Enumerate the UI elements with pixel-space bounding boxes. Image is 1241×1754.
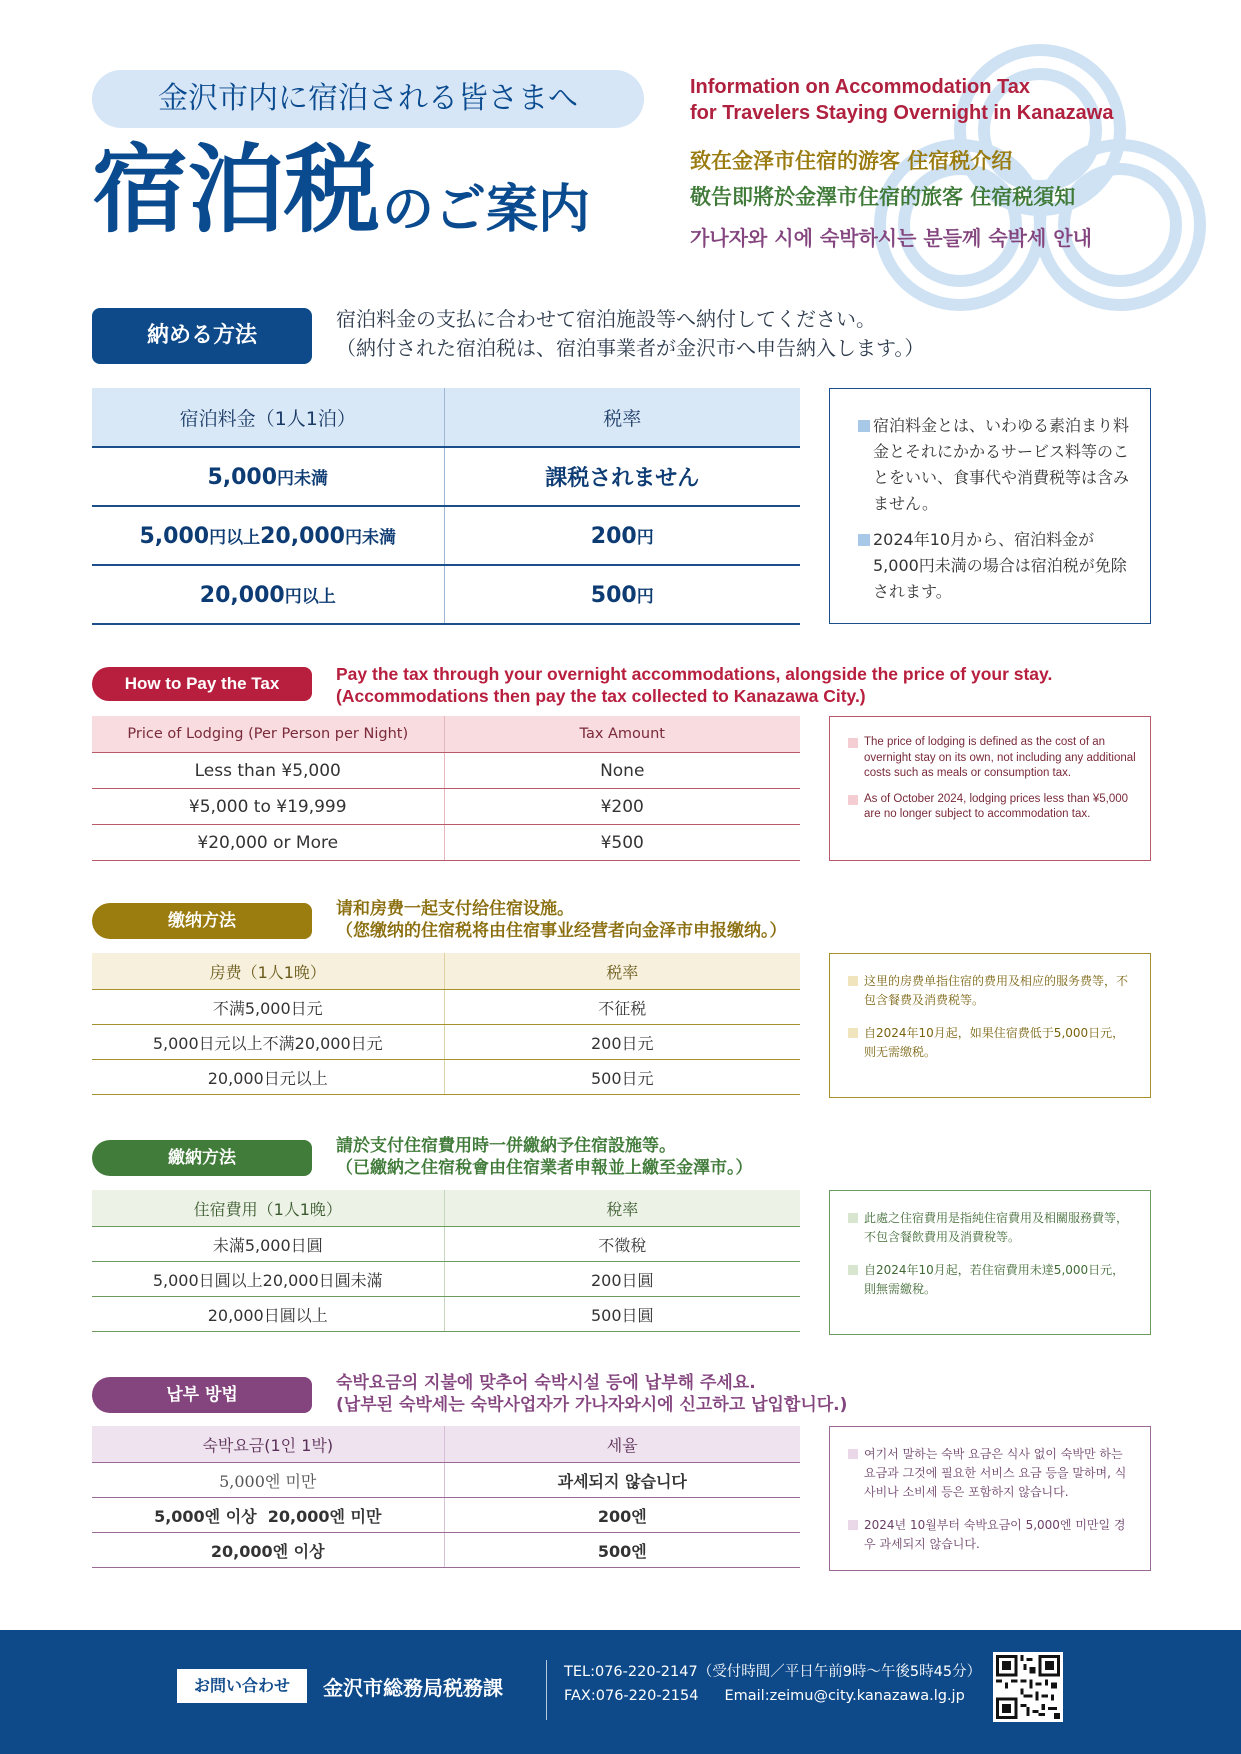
- page-title: 宿泊税: [92, 133, 380, 246]
- unit: 円未満: [277, 468, 329, 489]
- city-emblem-decoration: [850, 20, 1230, 340]
- jp-price-cell: [92, 506, 444, 565]
- zh-tw-note-box: [829, 1190, 1151, 1335]
- table-row: [92, 789, 800, 825]
- jp-rate-table: [92, 388, 800, 625]
- table-row: [92, 1463, 800, 1498]
- zh-tw-note-2: 自2024年10月起，若住宿費用未達5,000日元，則無需繳稅。: [848, 1261, 1136, 1299]
- jp-intro-line2: （納付された宿泊税は、宿泊事業者が金沢市へ申告納入します。）: [336, 336, 925, 360]
- jp-intro: [336, 305, 924, 363]
- table-row: [92, 447, 800, 506]
- zh-cn-col-rate: 税率: [444, 953, 800, 990]
- zh-tw-intro: [336, 1135, 753, 1179]
- ko-intro: [336, 1372, 847, 1416]
- jp-note-2: 2024年10月から、宿泊料金が5,000円未満の場合は宿泊税が免除されます。: [858, 527, 1130, 605]
- table-row: [92, 825, 800, 861]
- jp-price-cell: [92, 565, 444, 624]
- zh-cn-intro-line1: 请和房费一起支付给住宿设施。: [336, 899, 574, 919]
- zh-tw-rate-cell: 500日圓: [444, 1297, 800, 1332]
- ko-price-cell: 5,000엔 이상 20,000엔 미만: [92, 1498, 444, 1533]
- zh-cn-rate-cell: 500日元: [444, 1060, 800, 1095]
- en-rate-table: [92, 716, 800, 861]
- en-intro-line2: (Accommodations then pay the tax collected to Kanazawa City.): [336, 686, 866, 706]
- ko-rate-cell: 과세되지 않습니다: [444, 1463, 800, 1498]
- ko-intro-line1: 숙박요금의 지불에 맞추어 숙박시설 등에 납부해 주세요.: [336, 1373, 756, 1393]
- amount: 20,000: [199, 582, 285, 608]
- en-price-cell: Less than ¥5,000: [92, 753, 444, 789]
- amount: 5,000: [207, 464, 278, 490]
- en-section-badge: How to Pay the Tax: [92, 667, 312, 701]
- zh-tw-rate-table: [92, 1190, 800, 1332]
- unit: 円以上: [284, 586, 336, 607]
- ko-rate-table: [92, 1426, 800, 1568]
- zh-cn-price-cell: 不满5,000日元: [92, 990, 444, 1025]
- table-row: [92, 1262, 800, 1297]
- amount: 20,000: [260, 523, 345, 549]
- fax-email-line: [564, 1688, 965, 1704]
- table-row: [92, 1025, 800, 1060]
- jp-intro-line1: 宿泊料金の支払に合わせて宿泊施設等へ納付してください。: [336, 307, 876, 331]
- unit: 円以上: [209, 527, 261, 548]
- en-price-cell: ¥5,000 to ¥19,999: [92, 789, 444, 825]
- amount: 5,000: [139, 523, 210, 549]
- zh-cn-price-cell: 20,000日元以上: [92, 1060, 444, 1095]
- page-title-suffix: のご案内: [382, 179, 591, 240]
- ko-col-rate: 세율: [444, 1426, 800, 1463]
- table-header-row: [92, 1426, 800, 1463]
- english-title-line2: for Travelers Staying Overnight in Kanazawa: [690, 102, 1114, 124]
- phone-number: TEL:076-220-2147（受付時間／平日午前9時～午後5時45分）: [564, 1664, 982, 1680]
- ko-intro-line2: (납부된 숙박세는 숙박사업자가 가나자와시에 신고하고 납입합니다.): [336, 1395, 848, 1415]
- zh-tw-col-price: 住宿費用（1人1晚）: [92, 1190, 444, 1227]
- english-title-line1: Information on Accommodation Tax: [690, 76, 1031, 98]
- table-row: [92, 753, 800, 789]
- zh-cn-col-price: 房费（1人1晚）: [92, 953, 444, 990]
- table-row: [92, 1498, 800, 1533]
- ko-note-1: 여기서 말하는 숙박 요금은 식사 없이 숙박만 하는 요금과 그것에 필요한 서비스 요금 등을 말하며, 식사비나 소비세 등은 포함하지 않습니다.: [848, 1445, 1136, 1502]
- en-note-1: The price of lodging is defined as the cost of an overnight stay on its own, not including any additional costs such as meals or consumption tax.: [848, 735, 1136, 782]
- korean-title: 가나자와 시에 숙박하시는 분들께 숙박세 안내: [690, 226, 1092, 250]
- table-row: [92, 1060, 800, 1095]
- jp-price-cell: [92, 447, 444, 506]
- ko-price-cell: 20,000엔 이상: [92, 1533, 444, 1568]
- en-tax-cell: ¥200: [444, 789, 800, 825]
- jp-col-price: 宿泊料金（1人1泊）: [92, 388, 444, 447]
- zh-tw-col-rate: 稅率: [444, 1190, 800, 1227]
- ko-rate-cell: 500엔: [444, 1533, 800, 1568]
- unit: 円未満: [345, 527, 396, 548]
- zh-cn-note-2: 自2024年10月起，如果住宿费低于5,000日元，则无需缴税。: [848, 1024, 1136, 1062]
- zh-tw-price-cell: 5,000日圓以上20,000日圓未滿: [92, 1262, 444, 1297]
- en-price-cell: ¥20,000 or More: [92, 825, 444, 861]
- table-header-row: [92, 716, 800, 753]
- jp-section-badge: 納める方法: [92, 308, 312, 364]
- jp-rate-cell: [444, 565, 800, 624]
- en-note-2: As of October 2024, lodging prices less than ¥5,000 are no longer subject to accommodation tax.: [848, 792, 1136, 823]
- en-col-price: Price of Lodging (Per Person per Night): [92, 716, 444, 753]
- table-row: [92, 1533, 800, 1568]
- table-row: [92, 565, 800, 624]
- jp-note-box: [829, 388, 1151, 624]
- simplified-chinese-title: 致在金泽市住宿的游客 住宿税介绍: [690, 149, 1013, 173]
- ko-price-cell: 5,000엔 미만: [92, 1463, 444, 1498]
- zh-tw-intro-line1: 請於支付住宿費用時一併繳納予住宿設施等。: [336, 1136, 676, 1156]
- jp-note-1: 宿泊料金とは、いわゆる素泊まり料金とそれにかかるサービス料等のことをいい、食事代や消費税等は含みません。: [858, 413, 1130, 517]
- ko-col-price: 숙박요금(1인 1박): [92, 1426, 444, 1463]
- zh-cn-rate-cell: 不征税: [444, 990, 800, 1025]
- ko-section-badge: 납부 방법: [92, 1377, 312, 1413]
- footer-divider: [546, 1660, 547, 1720]
- zh-cn-intro-line2: （您缴纳的住宿税将由住宿事业经营者向金泽市申报缴纳。）: [336, 921, 787, 941]
- english-title: [690, 74, 1113, 126]
- table-header-row: [92, 1190, 800, 1227]
- zh-cn-note-1: 这里的房费单指住宿的费用及相应的服务费等，不包含餐费及消费税等。: [848, 972, 1136, 1010]
- zh-tw-note-1: 此處之住宿費用是指純住宿費用及相關服務費等，不包含餐飲費用及消費稅等。: [848, 1209, 1136, 1247]
- en-tax-cell: ¥500: [444, 825, 800, 861]
- en-intro: [336, 663, 1052, 707]
- en-note-box: [829, 716, 1151, 861]
- en-intro-line1: Pay the tax through your overnight accommodations, alongside the price of your stay.: [336, 664, 1053, 684]
- table-row: [92, 506, 800, 565]
- zh-tw-rate-cell: 不徵稅: [444, 1227, 800, 1262]
- en-tax-cell: None: [444, 753, 800, 789]
- jp-rate-cell: 課税されません: [444, 447, 800, 506]
- table-header-row: [92, 953, 800, 990]
- amount: 500: [590, 582, 637, 608]
- zh-tw-rate-cell: 200日圓: [444, 1262, 800, 1297]
- ko-note-2: 2024년 10월부터 숙박요금이 5,000엔 미만일 경우 과세되지 않습니다.: [848, 1516, 1136, 1554]
- en-col-tax: Tax Amount: [444, 716, 800, 753]
- zh-cn-section-badge: 缴纳方法: [92, 903, 312, 939]
- zh-cn-rate-cell: 200日元: [444, 1025, 800, 1060]
- zh-cn-note-box: [829, 953, 1151, 1098]
- department-name: 金沢市総務局税務課: [323, 1676, 503, 1700]
- unit: 円: [636, 586, 654, 607]
- zh-tw-intro-line2: （已繳納之住宿稅會由住宿業者申報並上繳至金澤市。）: [336, 1158, 753, 1178]
- ko-rate-cell: 200엔: [444, 1498, 800, 1533]
- zh-tw-section-badge: 繳納方法: [92, 1140, 312, 1176]
- email-address[interactable]: Email:zeimu@city.kanazawa.lg.jp: [724, 1688, 965, 1704]
- fax-number: FAX:076-220-2154: [564, 1688, 699, 1704]
- amount: 200: [590, 523, 637, 549]
- ko-note-box: [829, 1426, 1151, 1571]
- traditional-chinese-title: 敬告即將於金澤市住宿的旅客 住宿税須知: [690, 185, 1076, 209]
- contact-label: お問い合わせ: [177, 1669, 307, 1703]
- table-row: [92, 1227, 800, 1262]
- table-row: [92, 990, 800, 1025]
- zh-cn-rate-table: [92, 953, 800, 1095]
- zh-cn-intro: [336, 898, 787, 942]
- header-pill: 金沢市内に宿泊される皆さまへ: [92, 70, 644, 128]
- zh-tw-price-cell: 20,000日圓以上: [92, 1297, 444, 1332]
- unit: 円: [636, 527, 654, 548]
- qr-code-icon[interactable]: [993, 1652, 1063, 1722]
- zh-cn-price-cell: 5,000日元以上不满20,000日元: [92, 1025, 444, 1060]
- zh-tw-price-cell: 未滿5,000日圓: [92, 1227, 444, 1262]
- jp-rate-cell: [444, 506, 800, 565]
- jp-col-rate: 税率: [444, 388, 800, 447]
- table-header-row: [92, 388, 800, 447]
- table-row: [92, 1297, 800, 1332]
